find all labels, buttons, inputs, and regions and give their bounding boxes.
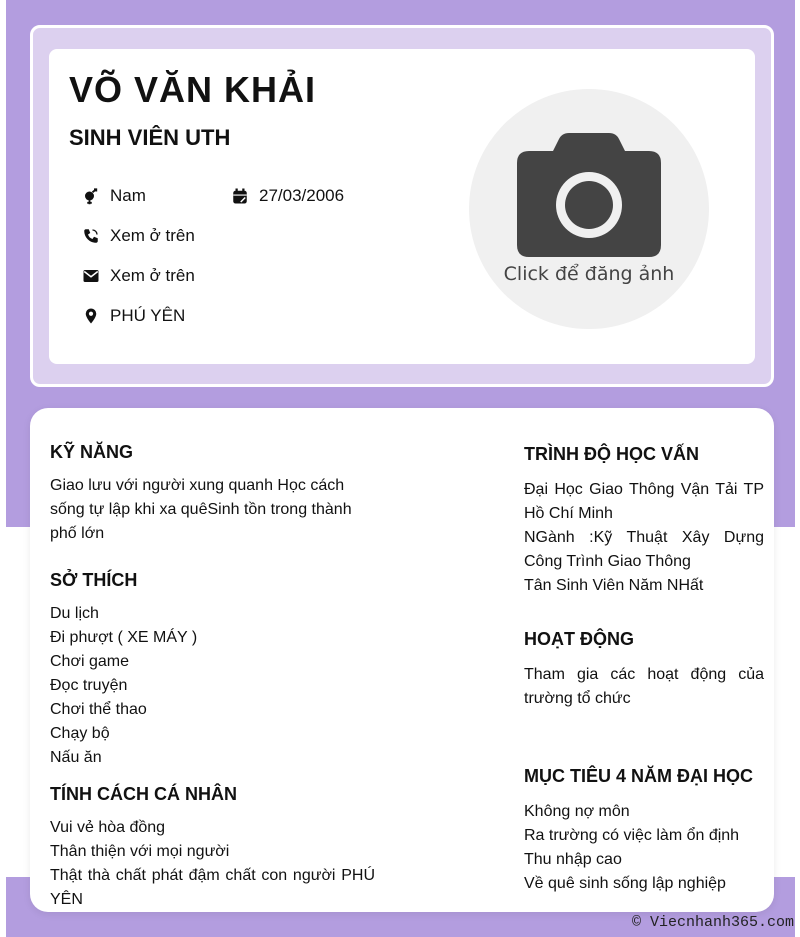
list-item: Thân thiện với mọi người (50, 843, 230, 860)
info-gender[interactable] (82, 186, 146, 206)
calendar-icon (231, 187, 249, 205)
activities-title[interactable]: HOẠT ĐỘNG (524, 629, 634, 649)
gender-icon (82, 187, 100, 205)
photo-upload[interactable] (469, 89, 709, 329)
info-phone[interactable] (82, 226, 195, 246)
photo-upload-label: Click để đăng ảnh (503, 263, 675, 285)
info-birthdate[interactable] (231, 186, 344, 206)
email-value: Xem ở trên (110, 266, 195, 285)
list-item: Nấu ăn (50, 749, 102, 766)
info-address[interactable] (82, 306, 185, 326)
education-list[interactable] (524, 478, 764, 598)
personality-list[interactable] (50, 816, 375, 912)
hobbies-title[interactable]: SỞ THÍCH (50, 570, 138, 590)
header-card (49, 49, 755, 364)
hobbies-list[interactable] (50, 602, 380, 770)
skills-title[interactable]: KỸ NĂNG (50, 442, 134, 462)
camera-icon (517, 133, 661, 257)
list-item: Không nợ môn (524, 803, 630, 820)
education-title[interactable]: TRÌNH ĐỘ HỌC VẤN (524, 444, 699, 464)
email-icon (82, 267, 100, 285)
goals-title[interactable]: MỤC TIÊU 4 NĂM ĐẠI HỌC (524, 766, 753, 786)
goals-list[interactable] (524, 800, 769, 896)
list-item: Thu nhập cao (524, 851, 622, 868)
gender-value: Nam (110, 186, 146, 205)
list-item: Thật thà chất phát đậm chất con người PHÚ YÊN (50, 867, 375, 908)
info-email[interactable] (82, 266, 195, 286)
copyright: © Viecnhanh365.com (631, 914, 794, 931)
body-card (30, 408, 774, 912)
list-item: NGành :Kỹ Thuật Xây Dựng Công Trình Giao Thông (524, 529, 764, 570)
list-item: Chơi game (50, 653, 129, 670)
list-item: Du lịch (50, 605, 99, 622)
skills-text[interactable]: Giao lưu với người xung quanh Học cách sống tự lập khi xa quêSinh tồn trong thành phố lớn (50, 477, 352, 542)
list-item: Đi phượt ( XE MÁY ) (50, 629, 198, 646)
phone-icon (82, 227, 100, 245)
full-name[interactable]: VÕ VĂN KHẢI (69, 69, 317, 110)
personality-title[interactable]: TÍNH CÁCH CÁ NHÂN (50, 784, 237, 804)
list-item: Về quê sinh sống lập nghiệp (524, 875, 726, 892)
location-icon (82, 307, 100, 325)
list-item: Ra trường có việc làm ổn định (524, 827, 740, 844)
list-item: Đọc truyện (50, 677, 128, 694)
activities-text[interactable]: Tham gia các hoạt động của trường tổ chức (524, 666, 764, 707)
job-title[interactable]: SINH VIÊN UTH (69, 125, 231, 150)
list-item: Chơi thể thao (50, 701, 147, 718)
birthdate-value: 27/03/2006 (259, 186, 345, 205)
list-item: Vui vẻ hòa đồng (50, 819, 166, 836)
list-item: Tân Sinh Viên Năm NHất (524, 577, 704, 594)
list-item: Chạy bộ (50, 725, 110, 742)
header-frame (30, 25, 774, 387)
address-value: PHÚ YÊN (110, 306, 186, 325)
phone-value: Xem ở trên (110, 226, 195, 245)
list-item: Đại Học Giao Thông Vận Tải TP Hồ Chí Minh (524, 481, 764, 522)
